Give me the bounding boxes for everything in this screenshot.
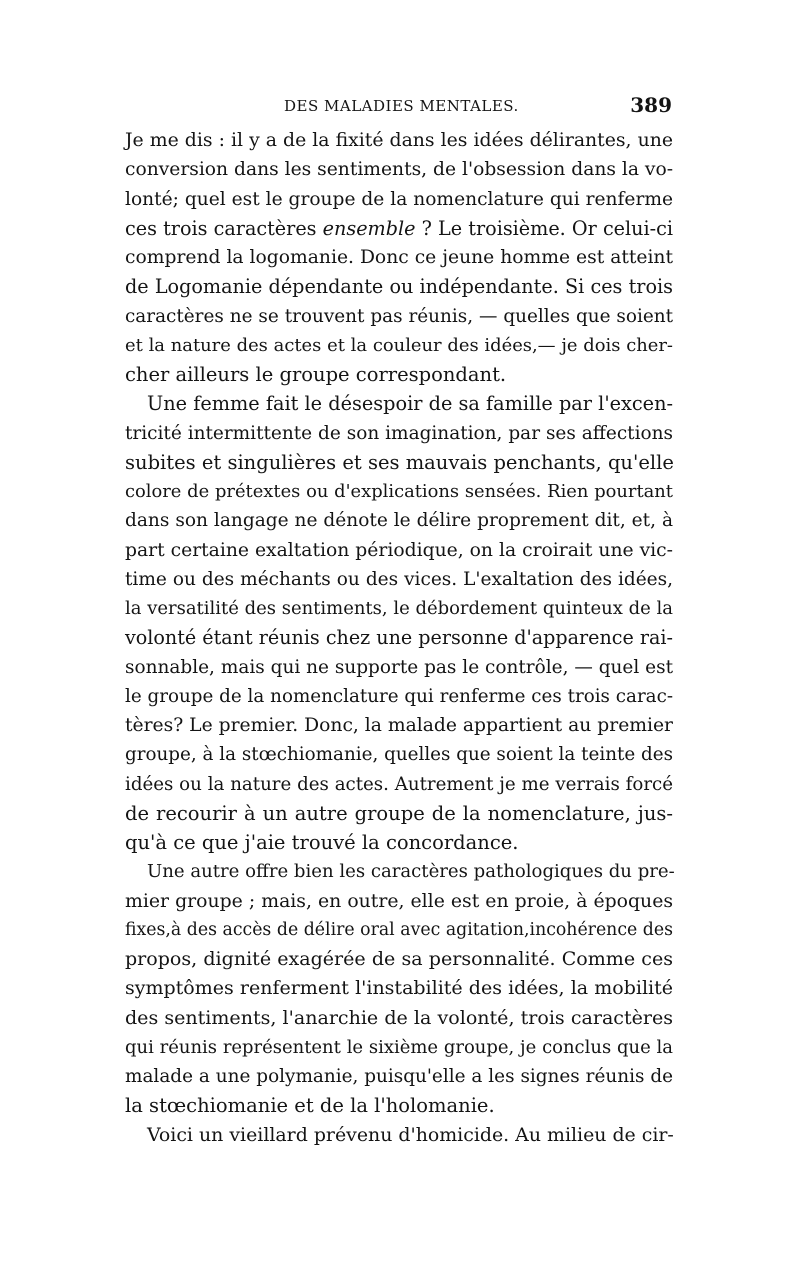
text-line: groupe, à la stœchiomanie, quelles que soient la teinte des — [125, 744, 673, 766]
text-line: tricité intermittente de son imagination, par ses affections — [125, 422, 673, 444]
running-title: DES MALADIES MENTALES. — [284, 97, 519, 115]
text-line: mier groupe ; mais, en outre, elle est en proie, à époques — [125, 890, 673, 912]
text-line: et la nature des actes et la couleur des idées,— je dois cher- — [125, 334, 673, 356]
text-line: malade a une polymanie, puisqu'elle a les signes réunis de — [125, 1066, 673, 1087]
text-line: tères? Le premier. Donc, la malade appartient au premier — [125, 715, 673, 736]
text-line: Voici un vieillard prévenu d'homicide. Au milieu de cir- — [147, 1123, 674, 1146]
text-line: cher ailleurs le groupe correspondant. — [125, 363, 507, 386]
body-text — [125, 126, 673, 1150]
text-line: part certaine exaltation périodique, on la croirait une vic- — [125, 539, 673, 561]
text-line: caractères ne se trouvent pas réunis, — quelles que soient — [125, 305, 673, 327]
text-line: de recourir à un autre groupe de la nomenclature, jus- — [125, 801, 673, 825]
text-line: Je me dis : il y a de la fixité dans les idées délirantes, une — [125, 130, 673, 151]
text-line: ces trois caractères ensemble ? Le troisième. Or celui-ci — [125, 216, 673, 240]
text-line: de Logomanie dépendante ou indépendante. Si ces trois — [125, 275, 673, 299]
text-line: subites et singulières et ses mauvais penchants, qu'elle — [125, 450, 674, 474]
text-line: le groupe de la nomenclature qui renferme ces trois carac- — [125, 685, 673, 707]
text-line: la versatilité des sentiments, le débordement quinteux de la — [125, 598, 673, 619]
text-line: fixes,à des accès de délire oral avec agitation,incohérence des — [125, 919, 673, 940]
text-line: volonté étant réunis chez une personne d'apparence rai- — [125, 626, 673, 650]
text-line: symptômes renferment l'instabilité des idées, la mobilité — [125, 977, 673, 1000]
text-line: dans son langage ne dénote le délire proprement dit, et, à — [125, 510, 673, 532]
page-number: 389 — [630, 93, 672, 117]
text-line: qu'à ce que j'aie trouvé la concordance. — [125, 831, 519, 854]
text-line: des sentiments, l'anarchie de la volonté, trois caractères — [125, 1006, 673, 1029]
emphasized-word: ensemble — [322, 216, 416, 240]
text-line: lonté; quel est le groupe de la nomenclature qui renferme — [125, 188, 673, 210]
text-line: sonnable, mais qui ne supporte pas le contrôle, — quel est — [125, 656, 673, 678]
text-line: time ou des méchants ou des vices. L'exaltation des idées, — [125, 568, 673, 590]
page-header — [124, 93, 672, 123]
text-line: Une autre offre bien les caractères pathologiques du pre- — [147, 861, 675, 883]
text-line: comprend la logomanie. Donc ce jeune homme est atteint — [125, 247, 673, 268]
text-line: idées ou la nature des actes. Autrement je me verrais forcé — [125, 773, 673, 795]
text-line: la stœchiomanie et de la l'holomanie. — [125, 1094, 495, 1118]
text-line: propos, dignité exagérée de sa personnalité. Comme ces — [125, 948, 673, 970]
text-line: qui réunis représentent le sixième groupe, je conclus que la — [125, 1036, 673, 1058]
text-line: colore de prétextes ou d'explications sensées. Rien pourtant — [125, 481, 673, 502]
text-line: Une femme fait le désespoir de sa famille par l'excen- — [147, 392, 673, 416]
text-line: conversion dans les sentiments, de l'obsession dans la vo- — [125, 159, 674, 181]
